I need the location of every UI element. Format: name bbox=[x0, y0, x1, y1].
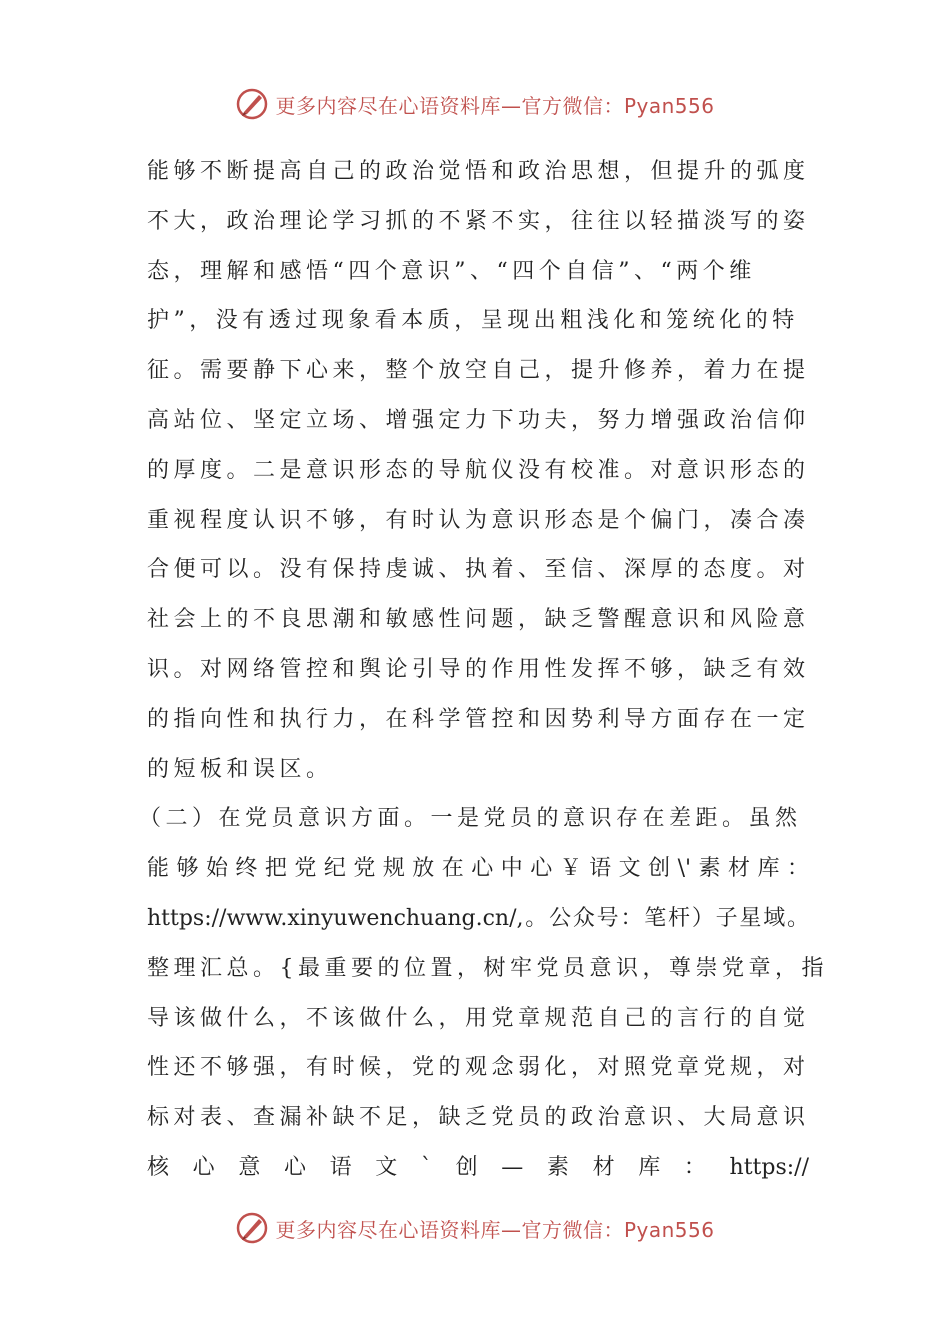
text-line: 征。需要静下心来，整个放空自己，提升修养，着力在提 bbox=[147, 358, 810, 384]
text-line: 性还不够强，有时候，党的观念弱化，对照党章党规，对 bbox=[147, 1055, 810, 1081]
header-watermark-banner bbox=[0, 84, 950, 124]
text-line: 合便可以。没有保持虔诚、执着、至信、深厚的态度。对 bbox=[147, 557, 810, 583]
text-line: 能够始终把党纪党规放在心中心￥语文创\'素材库： bbox=[147, 856, 809, 882]
banner-text: 更多内容尽在心语资料库—官方微信：Pyan556 bbox=[275, 93, 715, 118]
text-line: 态，理解和感悟“四个意识”、“四个自信”、“两个维 bbox=[147, 258, 756, 284]
text-line: 能够不断提高自己的政治觉悟和政治思想，但提升的弧度 bbox=[147, 159, 810, 184]
paragraph-2 bbox=[139, 794, 828, 1192]
text-line: 整理汇总。{最重要的位置，树牢党员意识，尊崇党章，指 bbox=[147, 955, 828, 981]
document-body bbox=[139, 147, 828, 1193]
text-line: 高站位、坚定立场、增强定力下功夫，努力增强政治信仰 bbox=[147, 407, 810, 433]
text-line: 导该做什么，不该做什么，用党章规范自己的言行的自觉 bbox=[147, 1005, 810, 1031]
text-line: 识。对网络管控和舆论引导的作用性发挥不够，缺乏有效 bbox=[147, 656, 810, 682]
text-line: 核心意心语文`创—素材库：https:// bbox=[147, 1154, 809, 1180]
section-heading-line: （二）在党员意识方面。一是党员的意识存在差距。虽然 bbox=[139, 806, 802, 832]
text-line: 标对表、查漏补缺不足，缺乏党员的政治意识、大局意识 bbox=[147, 1105, 810, 1131]
pen-logo-icon bbox=[235, 87, 269, 121]
text-line: 不大，政治理论学习抓的不紧不实，往往以轻描淡写的姿 bbox=[147, 208, 810, 234]
text-line: 的指向性和执行力，在科学管控和因势利导方面存在一定 bbox=[147, 706, 810, 732]
footer-watermark-banner bbox=[0, 1208, 950, 1248]
text-line: 社会上的不良思潮和敏感性问题，缺乏警醒意识和风险意 bbox=[147, 607, 810, 633]
text-line: 的厚度。二是意识形态的导航仪没有校准。对意识形态的 bbox=[147, 457, 810, 483]
text-line: 重视程度认识不够，有时认为意识形态是个偏门，凑合凑 bbox=[147, 507, 810, 533]
banner-text: 更多内容尽在心语资料库—官方微信：Pyan556 bbox=[275, 1217, 715, 1242]
url-text-line: https://www.xinyuwenchuang.cn/,。公众号：笔杆）子星域。 bbox=[147, 905, 809, 931]
pen-logo-icon bbox=[235, 1211, 269, 1245]
text-line: 的短板和误区。 bbox=[147, 756, 333, 782]
text-line: 护”，没有透过现象看本质，呈现出粗浅化和笼统化的特 bbox=[147, 308, 799, 334]
paragraph-1 bbox=[147, 147, 809, 794]
